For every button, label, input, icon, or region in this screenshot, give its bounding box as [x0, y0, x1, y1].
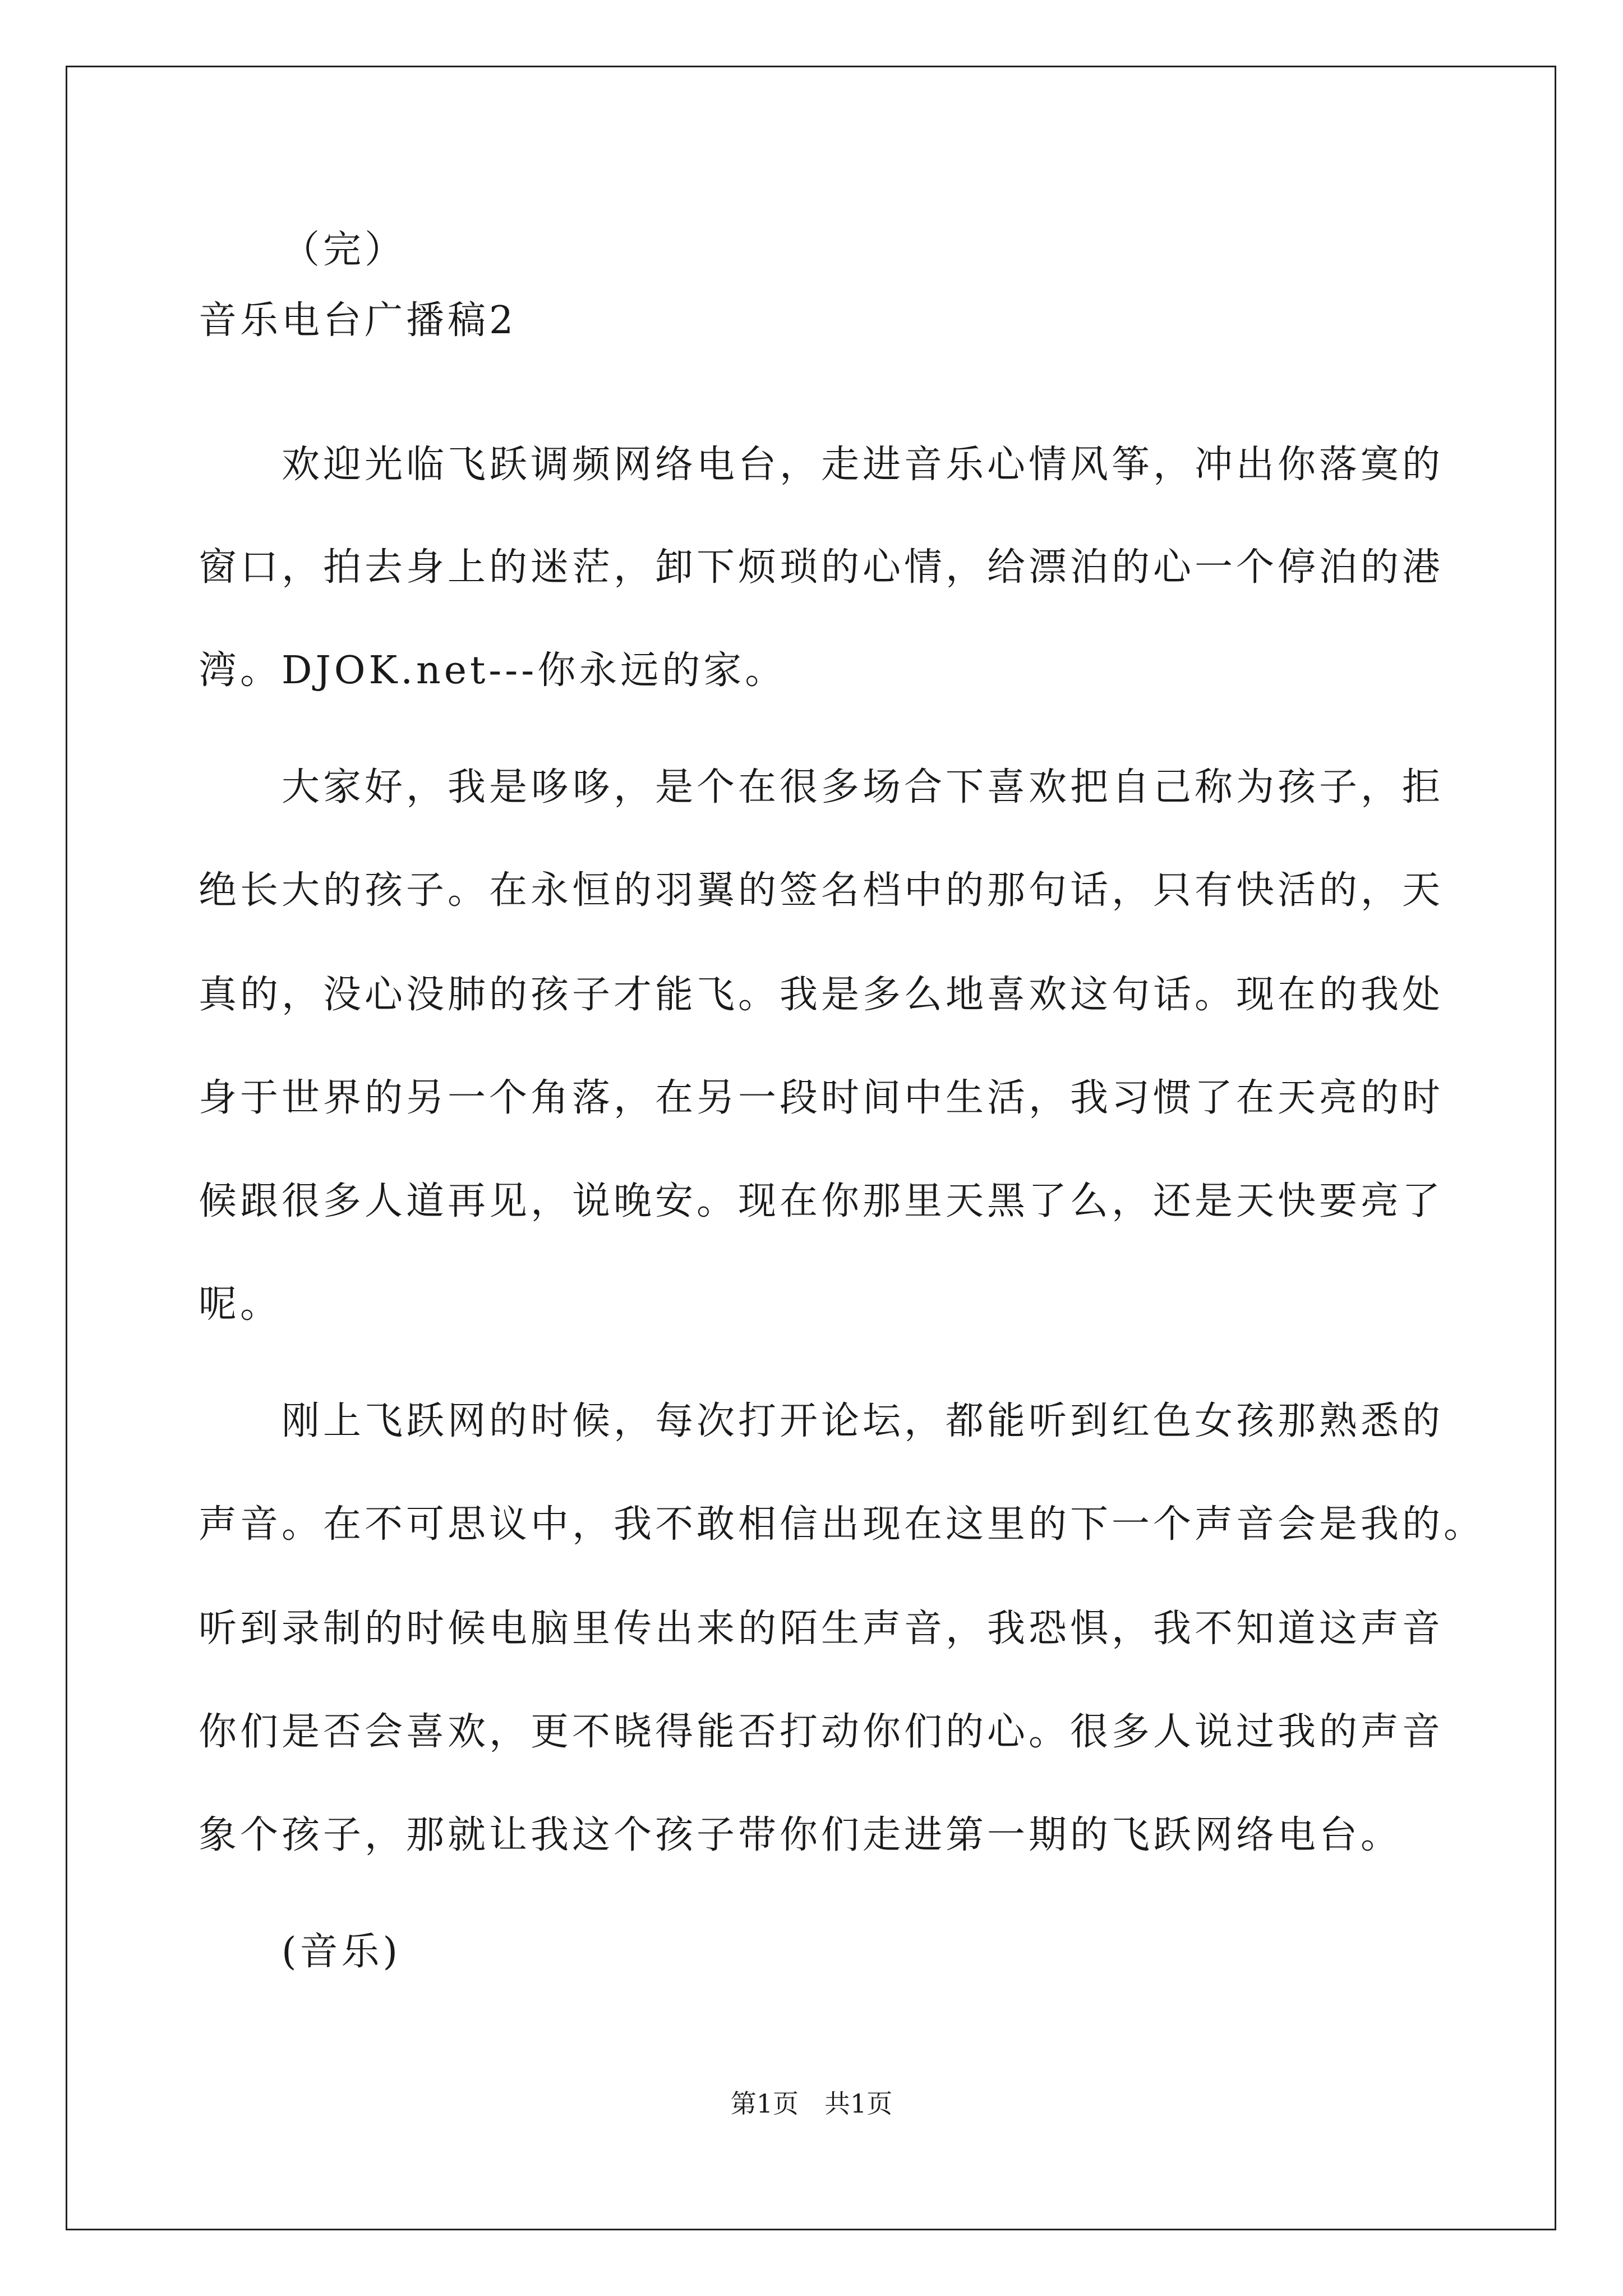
paragraph-2-line-2: 绝长大的孩子。在永恒的羽翼的签名档中的那句话，只有快活的，天 [199, 868, 1444, 913]
music-cue: (音乐) [282, 1930, 402, 1974]
paragraph-1-line-2: 窗口，拍去身上的迷茫，卸下烦琐的心情，给漂泊的心一个停泊的港 [199, 545, 1444, 590]
paragraph-2-line-5: 候跟很多人道再见，说晚安。现在你那里天黑了么，还是天快要亮了 [199, 1179, 1444, 1223]
paragraph-3-line-5: 象个孩子，那就让我这个孩子带你们走进第一期的飞跃网络电台。 [199, 1813, 1403, 1857]
paragraph-3-line-3: 听到录制的时候电脑里传出来的陌生声音，我恐惧，我不知道这声音 [199, 1607, 1444, 1651]
section-heading: 音乐电台广播稿2 [199, 298, 517, 343]
paragraph-3-line-4: 你们是否会喜欢，更不晓得能否打动你们的心。很多人说过我的声音 [199, 1710, 1444, 1754]
paragraph-1-line-1: 欢迎光临飞跃调频网络电台，走进音乐心情风筝，冲出你落寞的 [282, 443, 1444, 487]
paragraph-2-line-3: 真的，没心没肺的孩子才能飞。我是多么地喜欢这句话。现在的我处 [199, 973, 1444, 1017]
paragraph-3-line-2: 声音。在不可思议中，我不敢相信出现在这里的下一个声音会是我的。 [199, 1502, 1486, 1547]
paragraph-2-line-1: 大家好，我是哆哆，是个在很多场合下喜欢把自己称为孩子，拒 [282, 765, 1444, 809]
paragraph-3-line-1: 刚上飞跃网的时候，每次打开论坛，都能听到红色女孩那熟悉的 [282, 1399, 1444, 1443]
paragraph-2-line-4: 身于世界的另一个角落，在另一段时间中生活，我习惯了在天亮的时 [199, 1076, 1444, 1120]
page-number-footer: 第1页 共1页 [730, 2088, 893, 2119]
page-border [66, 66, 1556, 2230]
text-line-end-mark: （完） [282, 228, 407, 272]
paragraph-1-line-3: 湾。DJOK.net---你永远的家。 [199, 648, 787, 693]
paragraph-2-line-6: 呢。 [199, 1282, 282, 1327]
